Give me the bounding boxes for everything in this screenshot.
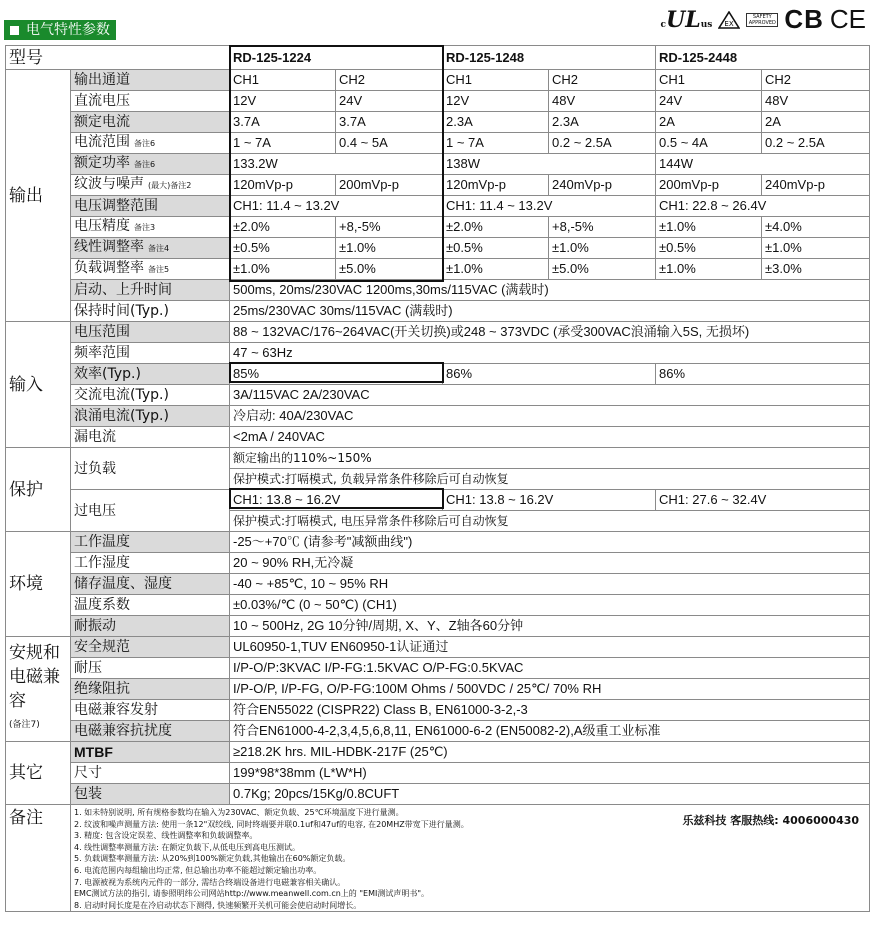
section-safety: [6, 637, 71, 742]
note-line: 4. 线性调整率测量方法: 在额定负载下,从低电压到高电压测试。: [74, 842, 300, 852]
row-label: 电磁兼容发射: [71, 700, 230, 721]
row-label-text: 线性调整率: [74, 239, 144, 255]
svg-text:EX: EX: [724, 19, 734, 28]
section-input: 输入: [6, 322, 71, 448]
row-label: [71, 133, 230, 154]
cell: 0.7Kg; 20pcs/15Kg/0.8CUFT: [230, 784, 870, 805]
cell: 0.2 ~ 2.5A: [762, 133, 870, 154]
row-label: 过电压: [71, 490, 230, 532]
cell: 2.3A: [549, 112, 656, 133]
cell: 保护模式:打嗝模式, 电压异常条件移除后可自动恢复: [230, 511, 870, 532]
cell: 3.7A: [230, 112, 336, 133]
row-label: 过负载: [71, 448, 230, 490]
cell: 88 ~ 132VAC/176~264VAC(开关切换)或248 ~ 373VDC (承受300VAC浪涌输入5S, 无损坏): [230, 322, 870, 343]
cell: 47 ~ 63Hz: [230, 343, 870, 364]
certification-marks: [661, 4, 866, 35]
cell: CH2: [549, 70, 656, 91]
model-header: RD-125-2448: [656, 46, 870, 70]
row-label: 包装: [71, 784, 230, 805]
row-note: (最大)备注2: [148, 181, 192, 190]
cell: ±1.0%: [656, 259, 762, 280]
section-output: 输出: [6, 70, 71, 322]
cell: ±0.5%: [443, 238, 549, 259]
cell: 144W: [656, 154, 870, 175]
cell: ±1.0%: [549, 238, 656, 259]
cell: CH1: 13.8 ~ 16.2V: [443, 490, 656, 511]
cell: I/P-O/P, I/P-FG, O/P-FG:100M Ohms / 500VDC / 25℃/ 70% RH: [230, 679, 870, 700]
cell: 2A: [762, 112, 870, 133]
model-label: 型号: [6, 46, 230, 70]
cell: 48V: [762, 91, 870, 112]
cell: 25ms/230VAC 30ms/115VAC (满载时): [230, 301, 870, 322]
row-note: 备注3: [134, 223, 156, 232]
row-label-text: 额定功率: [74, 155, 130, 171]
cell: 符合EN55022 (CISPR22) Class B, EN61000-3-2,-3: [230, 700, 870, 721]
model-header: RD-125-1248: [443, 46, 656, 70]
row-label: [71, 238, 230, 259]
cell: 0.4 ~ 5A: [336, 133, 443, 154]
row-label: 工作温度: [71, 532, 230, 553]
notes-cell: [71, 805, 870, 912]
row-label: 温度系数: [71, 595, 230, 616]
cell: 138W: [443, 154, 656, 175]
row-label: 电压范围: [71, 322, 230, 343]
row-label: 电磁兼容抗扰度: [71, 721, 230, 742]
cell: 86%: [656, 364, 870, 385]
cell: 1 ~ 7A: [230, 133, 336, 154]
cell: CH1: 27.6 ~ 32.4V: [656, 490, 870, 511]
cell: 12V: [443, 91, 549, 112]
cell: -25～+70℃ (请参考"减额曲线"): [230, 532, 870, 553]
row-label-text: 纹波与噪声: [74, 176, 144, 192]
cell: ±2.0%: [443, 217, 549, 238]
row-label: 浪涌电流(Typ.): [71, 406, 230, 427]
row-label: [71, 259, 230, 280]
cell: 保护模式:打嗝模式, 负载异常条件移除后可自动恢复: [230, 469, 870, 490]
cell: 500ms, 20ms/230VAC 1200ms,30ms/115VAC (满载时): [230, 280, 870, 301]
cell: CH1: 11.4 ~ 13.2V: [230, 196, 443, 217]
row-label: [71, 154, 230, 175]
row-label: 输出通道: [71, 70, 230, 91]
cell: ±1.0%: [443, 259, 549, 280]
row-label: 储存温度、湿度: [71, 574, 230, 595]
cell: 86%: [443, 364, 656, 385]
cell: CH1: 13.8 ~ 16.2V: [230, 490, 443, 511]
cell: 120mVp-p: [230, 175, 336, 196]
note-line: 8. 启动时间长度是在冷启动状态下测得, 快速频繁开关机可能会使启动时间增长。: [74, 900, 362, 910]
section-environment: 环境: [6, 532, 71, 637]
cell: CH1: 22.8 ~ 26.4V: [656, 196, 870, 217]
cell: 10 ~ 500Hz, 2G 10分钟/周期, X、Y、Z轴各60分钟: [230, 616, 870, 637]
cell: 48V: [549, 91, 656, 112]
row-label: 效率(Typ.): [71, 364, 230, 385]
row-label-text: 电流范围: [74, 134, 130, 150]
cell: 12V: [230, 91, 336, 112]
note-line: 6. 电流范围内每组输出均正常, 但总输出功率不能超过额定输出功率。: [74, 865, 322, 875]
cell: 133.2W: [230, 154, 443, 175]
cell: CH1: [230, 70, 336, 91]
cell: 0.5 ~ 4A: [656, 133, 762, 154]
cell: UL60950-1,TUV EN60950-1认证通过: [230, 637, 870, 658]
cell: 2.3A: [443, 112, 549, 133]
row-label: 耐振动: [71, 616, 230, 637]
cell: ±1.0%: [230, 259, 336, 280]
cell: I/P-O/P:3KVAC I/P-FG:1.5KVAC O/P-FG:0.5KVAC: [230, 658, 870, 679]
cell: 240mVp-p: [549, 175, 656, 196]
section-safety-text: 安规和电磁兼容: [9, 643, 60, 711]
row-label: 额定电流: [71, 112, 230, 133]
row-label: 漏电流: [71, 427, 230, 448]
cell: CH1: [443, 70, 549, 91]
note-line: 3. 精度: 包含设定误差、线性调整率和负载调整率。: [74, 831, 258, 841]
safety-triangle-icon: [718, 11, 740, 29]
cell: 冷启动: 40A/230VAC: [230, 406, 870, 427]
row-note: 备注6: [134, 160, 156, 169]
cell: ±4.0%: [762, 217, 870, 238]
spec-table: [5, 45, 870, 912]
ce-cert-logo: CE: [829, 4, 866, 34]
cell: 85%: [230, 364, 443, 385]
ul-cert-logo: cULus: [660, 6, 713, 33]
hotline-text: 乐兹科技 客服热线: 4006000430: [682, 814, 860, 827]
cb-cert-logo: CB: [784, 4, 824, 34]
cell: ±1.0%: [336, 238, 443, 259]
cell: CH1: [656, 70, 762, 91]
cell: 额定输出的110%~150%: [230, 448, 870, 469]
row-label: 启动、上升时间: [71, 280, 230, 301]
row-note: 备注6: [134, 139, 156, 148]
cell: ±2.0%: [230, 217, 336, 238]
small-cert-logo: SAFETY APPROVED: [746, 13, 778, 27]
row-label: [71, 217, 230, 238]
cell: ±0.5%: [656, 238, 762, 259]
row-label-text: 负载调整率: [74, 260, 144, 276]
section-others: 其它: [6, 742, 71, 805]
cell: 符合EN61000-4-2,3,4,5,6,8,11, EN61000-6-2 (EN50082-2),A级重工业标准: [230, 721, 870, 742]
cell: <2mA / 240VAC: [230, 427, 870, 448]
section-title: 电气特性参数: [26, 22, 110, 38]
row-note: 备注5: [148, 265, 170, 274]
cell: ±5.0%: [336, 259, 443, 280]
cell: 2A: [656, 112, 762, 133]
note-line: 1. 如未特别说明, 所有规格参数均在输入为230VAC、额定负载、25℃环境温度下进行量测。: [74, 808, 404, 817]
section-protection: 保护: [6, 448, 71, 532]
section-notes: 备注: [6, 805, 71, 912]
cell: +8,-5%: [336, 217, 443, 238]
row-label: 工作湿度: [71, 553, 230, 574]
section-title-tag: [4, 20, 116, 40]
cell: CH2: [336, 70, 443, 91]
cell: ±3.0%: [762, 259, 870, 280]
cell: 120mVp-p: [443, 175, 549, 196]
row-label: 频率范围: [71, 343, 230, 364]
row-label: 尺寸: [71, 763, 230, 784]
cell: 0.2 ~ 2.5A: [549, 133, 656, 154]
cell: 200mVp-p: [336, 175, 443, 196]
note-line: 5. 负载调整率测量方法: 从20%到100%额定负载,其他输出在60%额定负载。: [74, 854, 351, 864]
note-line: EMC测试方法的指引, 请参照明纬公司网站http://www.meanwell.com.cn上的 "EMI测试声明书"。: [74, 889, 430, 899]
row-label: 耐压: [71, 658, 230, 679]
cell: 3.7A: [336, 112, 443, 133]
row-label: MTBF: [71, 742, 230, 763]
cell: 20 ~ 90% RH,无冷凝: [230, 553, 870, 574]
section-safety-note: (备注7): [9, 720, 40, 730]
row-note: 备注4: [148, 244, 170, 253]
row-label-text: 电压精度: [74, 218, 130, 234]
cell: 24V: [656, 91, 762, 112]
row-label: 保持时间(Typ.): [71, 301, 230, 322]
row-label: 交流电流(Typ.): [71, 385, 230, 406]
cell: ≥218.2K hrs. MIL-HDBK-217F (25℃): [230, 742, 870, 763]
cell: ±0.5%: [230, 238, 336, 259]
cell: 3A/115VAC 2A/230VAC: [230, 385, 870, 406]
square-bullet-icon: [10, 26, 19, 35]
row-label: 安全规范: [71, 637, 230, 658]
cell: 1 ~ 7A: [443, 133, 549, 154]
cell: ±1.0%: [762, 238, 870, 259]
cell: ±5.0%: [549, 259, 656, 280]
row-label: 绝缘阻抗: [71, 679, 230, 700]
row-label: [71, 175, 230, 196]
row-label: 直流电压: [71, 91, 230, 112]
cell: ±1.0%: [656, 217, 762, 238]
cell: +8,-5%: [549, 217, 656, 238]
cell: 24V: [336, 91, 443, 112]
model-header: RD-125-1224: [230, 46, 443, 70]
cell: -40 ~ +85℃, 10 ~ 95% RH: [230, 574, 870, 595]
note-line: 2. 纹波和噪声测量方法: 使用一条12"双绞线, 同时终端要并联0.1uf和47uf的电容, 在20MHZ带宽下进行量测。: [74, 819, 469, 829]
cell: CH1: 11.4 ~ 13.2V: [443, 196, 656, 217]
cell: 240mVp-p: [762, 175, 870, 196]
cell: 199*98*38mm (L*W*H): [230, 763, 870, 784]
row-label: 电压调整范围: [71, 196, 230, 217]
cell: 200mVp-p: [656, 175, 762, 196]
note-line: 7. 电源被视为系统内元件的一部分, 需结合终端设备进行电磁兼容相关确认。: [74, 877, 346, 887]
cell: ±0.03%/℃ (0 ~ 50℃) (CH1): [230, 595, 870, 616]
cell: CH2: [762, 70, 870, 91]
